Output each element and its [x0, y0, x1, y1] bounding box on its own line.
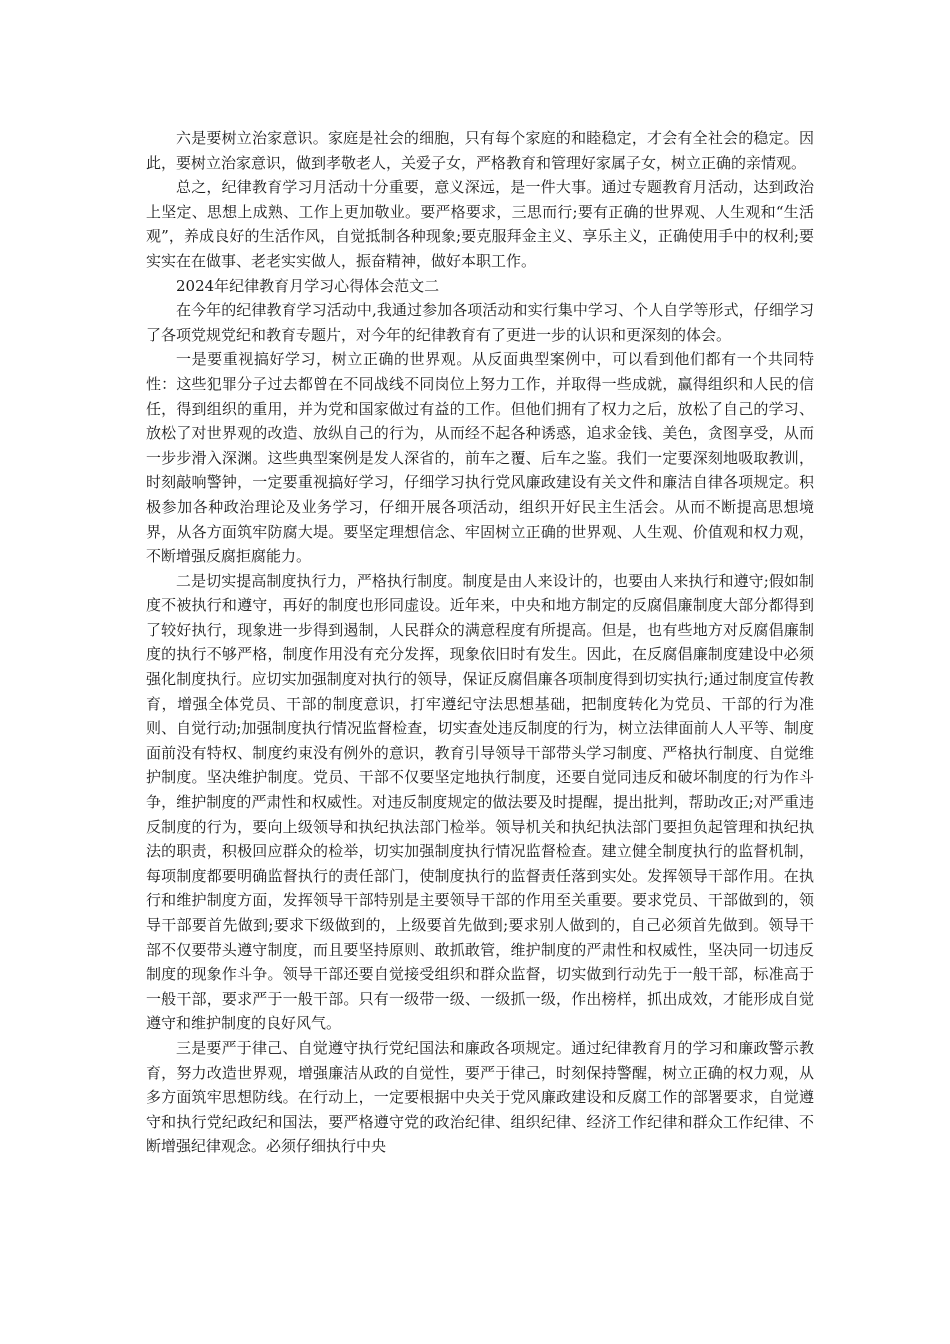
- paragraph-intro: 在今年的纪律教育学习活动中,我通过参加各项活动和实行集中学习、个人自学等形式，仔细学习了各项党规党纪和教育专题片，对今年的纪律教育有了更进一步的认识和更深刻的体会。: [146, 301, 814, 344]
- paragraph-family-awareness: 六是要树立治家意识。家庭是社会的细胞，只有每个家庭的和睦稳定，才会有全社会的稳定。因此，要树立治家意识，做到孝敬老人，关爱子女，严格教育和管理好家属子女，树立正确的亲情观。: [146, 129, 814, 172]
- document-body: [146, 126, 814, 1159]
- paragraph-point-one: 一是要重视搞好学习，树立正确的世界观。从反面典型案例中，可以看到他们都有一个共同特性：这些犯罪分子过去都曾在不同战线不同岗位上努力工作，并取得一些成就，赢得组织和人民的信任，得到组织的重用，并为党和国家做过有益的工作。但他们拥有了权力之后，放松了自己的学习、放松了对世界观的改造、放纵自己的行为，从而经不起各种诱惑，追求金钱、美色，贪图享受，从而一步步滑入深渊。这些典型案例是发人深省的，前车之覆、后车之鉴。我们一定要深刻地吸取教训，时刻敲响警钟，一定要重视搞好学习，仔细学习执行党风廉政建设有关文件和廉洁自律各项规定。积极参加各种政治理论及业务学习，仔细开展各项活动，组织开好民主生活会。从而不断提高思想境界，从各方面筑牢防腐大堤。要坚定理想信念、牢固树立正确的世界观、人生观、价值观和权力观，不断增强反腐拒腐能力。: [146, 350, 814, 566]
- paragraph-conclusion: 总之，纪律教育学习月活动十分重要，意义深远，是一件大事。通过专题教育月活动，达到政治上坚定、思想上成熟、工作上更加敬业。要严格要求，三思而行;要有正确的世界观、人生观和“生活观”，养成良好的生活作风，自觉抵制各种现象;要克服拜金主义、享乐主义，正确使用手中的权利;要实实在在做事、老老实实做人，振奋精神，做好本职工作。: [146, 178, 814, 270]
- paragraph-point-two: 二是切实提高制度执行力，严格执行制度。制度是由人来设计的，也要由人来执行和遵守;假如制度不被执行和遵守，再好的制度也形同虚设。近年来，中央和地方制定的反腐倡廉制度大部分都得到了较好执行，现象进一步得到遏制，人民群众的满意程度有所提高。但是，也有些地方对反腐倡廉制度的执行不够严格，制度作用没有充分发挥，现象依旧时有发生。因此，在反腐倡廉制度建设中必须强化制度执行。应切实加强制度对执行的领导，保证反腐倡廉各项制度得到切实执行;通过制度宣传教育，增强全体党员、干部的制度意识，打牢遵纪守法思想基础，把制度转化为党员、干部的行为准则、自觉行动;加强制度执行情况监督检查，切实查处违反制度的行为，树立法律面前人人平等、制度面前没有特权、制度约束没有例外的意识，教育引导领导干部带头学习制度、严格执行制度、自觉维护制度。坚决维护制度。党员、干部不仅要坚定地执行制度，还要自觉同违反和破坏制度的行为作斗争，维护制度的严肃性和权威性。对违反制度规定的做法要及时提醒，提出批判，帮助改正;对严重违反制度的行为，要向上级领导和执纪执法部门检举。领导机关和执纪执法部门要担负起管理和执纪执法的职责，积极回应群众的检举，切实加强制度执行情况监督检查。建立健全制度执行的监督机制，每项制度都要明确监督执行的责任部门，使制度执行的监督责任落到实处。发挥领导干部作用。在执行和维护制度方面，发挥领导干部特别是主要领导干部的作用至关重要。要求党员、干部做到的，领导干部要首先做到;要求下级做到的，上级要首先做到;要求别人做到的，自己必须首先做到。领导干部不仅要带头遵守制度，而且要坚持原则、敢抓敢管，维护制度的严肃性和权威性，坚决同一切违反制度的现象作斗争。领导干部还要自觉接受组织和群众监督，切实做到行动先于一般干部，标准高于一般干部，要求严于一般干部。只有一级带一级、一级抓一级，作出榜样，抓出成效，才能形成自觉遵守和维护制度的良好风气。: [146, 571, 814, 1033]
- section-heading: 2024年纪律教育月学习心得体会范文二: [176, 276, 440, 295]
- paragraph-point-three: 三是要严于律己、自觉遵守执行党纪国法和廉政各项规定。通过纪律教育月的学习和廉政警示教育，努力改造世界观，增强廉洁从政的自觉性，要严于律己，时刻保持警醒，树立正确的权力观，从多方面筑牢思想防线。在行动上，一定要根据中央关于党风廉政建设和反腐工作的部署要求，自觉遵守和执行党纪政纪和国法，要严格遵守党的政治纪律、组织纪律、经济工作纪律和群众工作纪律、不断增强纪律观念。必须仔细执行中央: [146, 1038, 814, 1156]
